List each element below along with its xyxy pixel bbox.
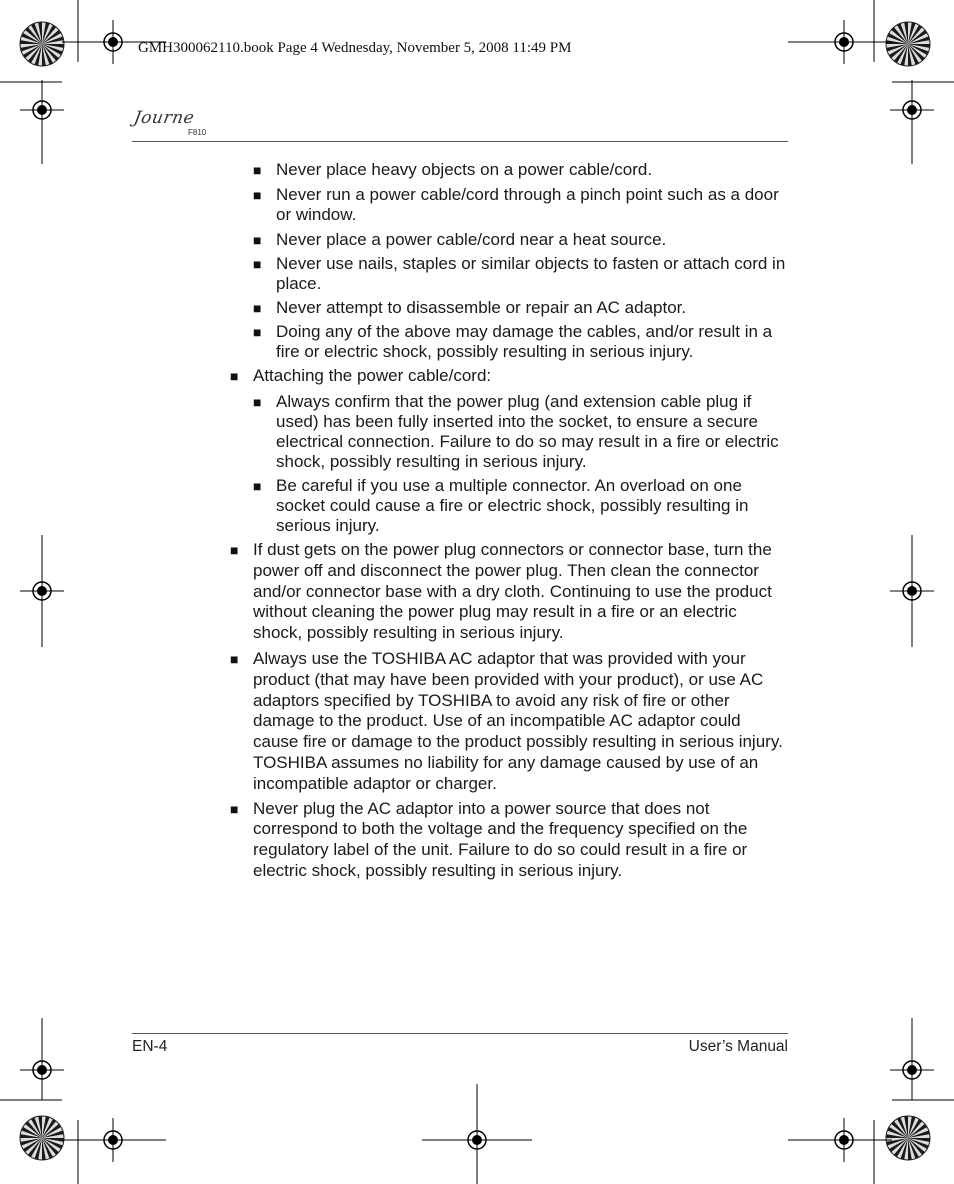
bullet-icon: ■ — [230, 800, 239, 817]
list-item-text: Never use nails, staples or similar objects to fasten or attach cord in place. — [276, 254, 786, 293]
bullet-icon: ■ — [253, 162, 262, 178]
list-item-text: Be careful if you use a multiple connector. An overload on one socket could cause a fire or electric shock, possibly resulting in serious injury. — [276, 476, 749, 535]
manual-title: User’s Manual — [688, 1038, 788, 1055]
list-item — [228, 649, 788, 795]
list-item — [251, 476, 788, 536]
bullet-icon: ■ — [253, 300, 262, 316]
bullet-icon: ■ — [230, 368, 239, 384]
safety-list — [228, 160, 788, 882]
list-item — [228, 540, 788, 644]
list-item — [251, 160, 788, 180]
list-item-text: Always use the TOSHIBA AC adaptor that was provided with your product (that may have been provided with your product), or use AC adaptors specified by TOSHIBA to avoid any risk of fire or other damage to the product. Use of an incompatible AC adaptor could cause fire or damage to the product possibly resulting in serious injury. TOSHIBA assumes no liability for any damage caused by use of an incompatible adaptor or charger. — [253, 648, 783, 793]
list-item-text: Never place a power cable/cord near a heat source. — [276, 230, 667, 249]
bullet-icon: ■ — [230, 542, 239, 558]
bullet-icon: ■ — [253, 187, 262, 203]
bullet-icon: ■ — [230, 650, 239, 667]
list-item-text: Doing any of the above may damage the cables, and/or result in a fire or electric shock, possibly resulting in serious injury. — [276, 322, 773, 361]
logo-script-text: Journe — [132, 108, 196, 128]
list-item — [251, 230, 788, 250]
list-item-text: Never run a power cable/cord through a pinch point such as a door or window. — [276, 185, 779, 224]
list-item — [228, 366, 788, 386]
list-item-text: Never plug the AC adaptor into a power source that does not correspond to both the voltage and the frequency specified on the regulatory label of the unit. Failure to do so could result in a fire or electric shock, possibly resulting in serious injury. — [253, 798, 748, 880]
list-item — [251, 185, 788, 225]
bullet-icon: ■ — [253, 394, 262, 410]
footer-rule — [132, 1033, 788, 1034]
logo-model-text: F810 — [188, 128, 207, 137]
bullet-icon: ■ — [253, 478, 262, 494]
list-item — [251, 392, 788, 472]
bullet-icon: ■ — [253, 232, 262, 248]
list-item-text: If dust gets on the power plug connectors or connector base, turn the power off and disconnect the power plug. Then clean the connector and/or connector base with a dry cloth. Continuing to use the product without cleaning the power plug may result in a fire or an electric shock, possibly resulting in serious injury. — [253, 540, 772, 643]
bullet-icon: ■ — [253, 256, 262, 272]
list-item — [251, 322, 788, 362]
print-slug-line: GMH300062110.book Page 4 Wednesday, November 5, 2008 11:49 PM — [138, 40, 572, 56]
list-item-text: Never attempt to disassemble or repair an AC adaptor. — [276, 298, 687, 317]
list-item-text: Never place heavy objects on a power cable/cord. — [276, 160, 653, 179]
header-rule — [132, 141, 788, 142]
list-item-text: Attaching the power cable/cord: — [253, 366, 492, 385]
list-item — [228, 799, 788, 882]
list-item — [251, 254, 788, 294]
list-item-text: Always confirm that the power plug (and extension cable plug if used) has been fully inserted into the socket, to ensure a secure electrical connection. Failure to do so may result in a fire or electric shock, possibly resulting in serious injury. — [276, 392, 779, 471]
list-item — [251, 298, 788, 318]
page-number: EN-4 — [132, 1038, 168, 1055]
journe-logo — [132, 106, 207, 140]
bullet-icon: ■ — [253, 324, 262, 340]
